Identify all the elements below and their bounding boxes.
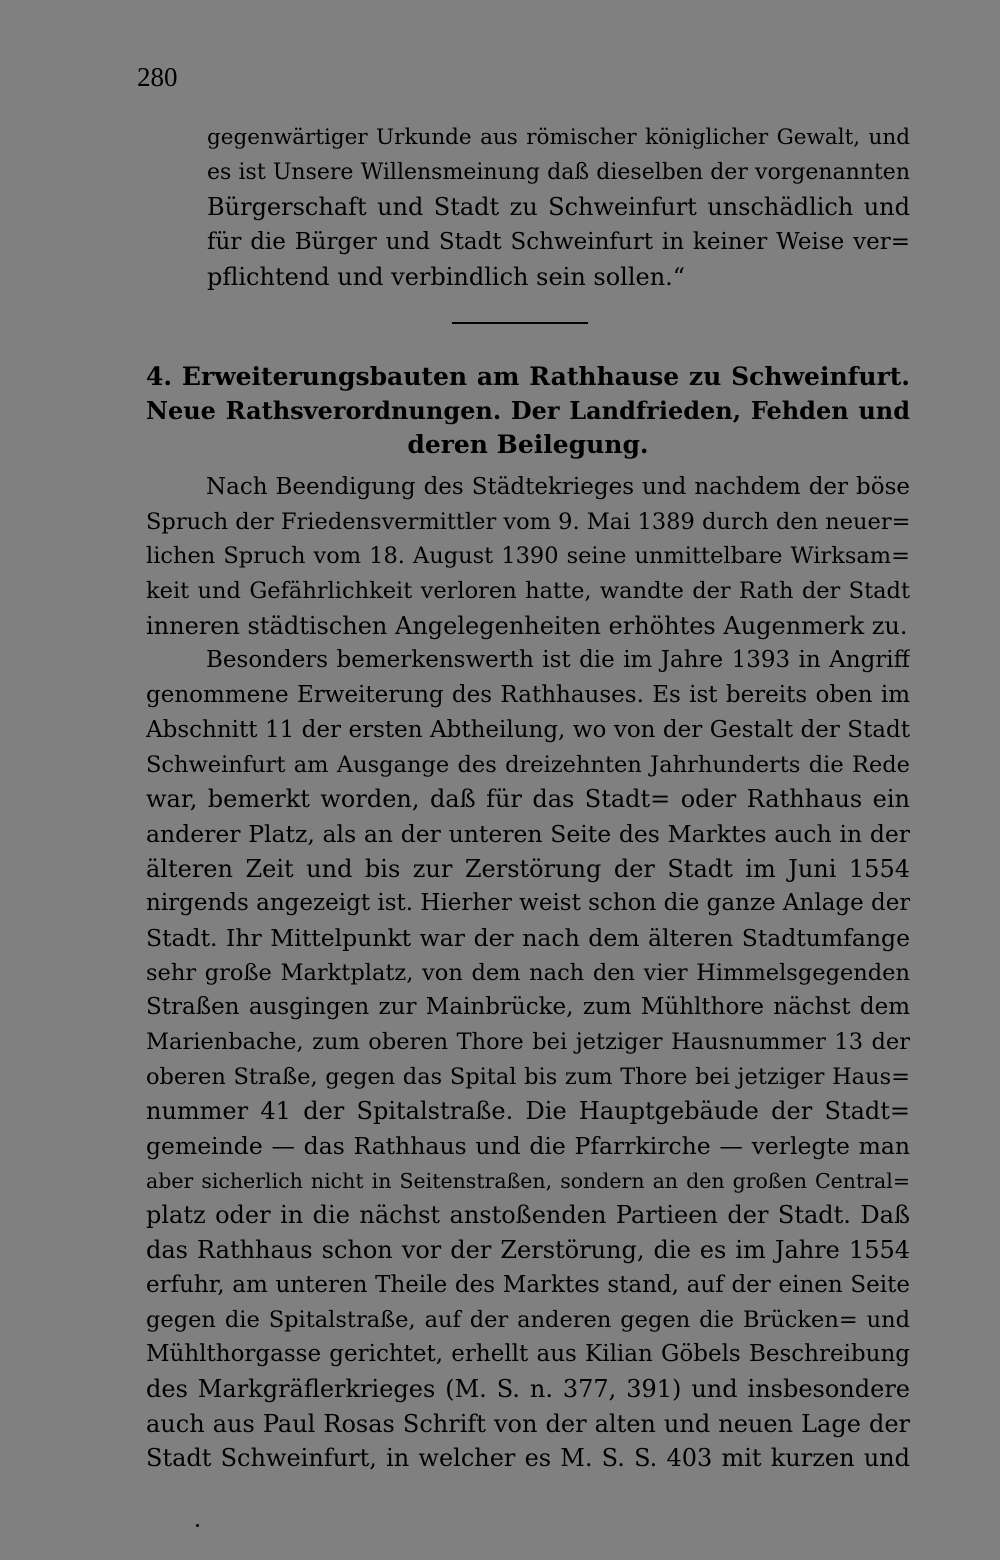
text-line: oberen Straße, gegen das Spital bis zum Thore bei jetziger Haus= [146, 1063, 910, 1090]
text-line: Mühlthorgasse gerichtet, erhellt aus Kilian Göbels Beschreibung [146, 1341, 910, 1368]
text-line: das Rathhaus schon vor der Zerstörung, die es im Jahre 1554 [146, 1236, 910, 1265]
heading-line: Neue Rathsverordnungen. Der Landfrieden, Fehden und [146, 396, 910, 425]
text-line: lichen Spruch vom 18. August 1390 seine unmittelbare Wirksam= [146, 543, 910, 570]
text-line: sehr große Marktplatz, von dem nach den vier Himmelsgegenden [146, 959, 910, 986]
section-heading [146, 360, 910, 462]
text-line: Straßen ausgingen zur Mainbrücke, zum Mühlthore nächst dem [146, 994, 910, 1021]
text-line: Marienbache, zum oberen Thore bei jetziger Hausnummer 13 der [146, 1029, 910, 1055]
quote-continuation [207, 120, 910, 295]
text-line: platz oder in die nächst anstoßenden Partieen der Stadt. Daß [146, 1201, 910, 1230]
text-line: auch aus Paul Rosas Schrift von der alten und neuen Lage der [146, 1409, 910, 1438]
text-line: für die Bürger und Stadt Schweinfurt in keiner Weise ver= [207, 229, 910, 255]
page-number: 280 [137, 62, 178, 92]
heading-line: 4. Erweiterungsbauten am Rathhause zu Schweinfurt. [146, 362, 910, 391]
text-line: keit und Gefährlichkeit verloren hatte, wandte der Rath der Stadt [146, 578, 910, 605]
text-line: nirgends angezeigt ist. Hierher weist schon die ganze Anlage der [146, 890, 910, 917]
text-line: gegen die Spitalstraße, auf der anderen gegen die Brücken= und [146, 1306, 910, 1333]
text-line: des Markgräflerkrieges (M. S. n. 377, 391) und insbesondere [146, 1374, 910, 1403]
text-line: Spruch der Friedensvermittler vom 9. Mai 1389 durch den neuer= [146, 508, 910, 535]
text-line: erfuhr, am unteren Theile des Marktes stand, auf der einen Seite [146, 1271, 910, 1298]
text-line: es ist Unsere Willensmeinung daß dieselben der vorgenannten [207, 160, 910, 185]
text-line: Abschnitt 11 der ersten Abtheilung, wo von der Gestalt der Stadt [146, 716, 910, 743]
print-speck [196, 1524, 199, 1527]
text-line: Stadt. Ihr Mittelpunkt war der nach dem älteren Stadtumfange [146, 923, 910, 952]
text-line: genommene Erweiterung des Rathhauses. Es ist bereits oben im [146, 682, 910, 709]
text-line: pflichtend und verbindlich sein sollen.“ [207, 263, 686, 291]
body-text [146, 470, 910, 1476]
text-line: nummer 41 der Spitalstraße. Die Hauptgebäude der Stadt= [146, 1097, 910, 1126]
text-line: war, bemerkt worden, daß für das Stadt= oder Rathhaus ein [146, 785, 910, 814]
text-line: inneren städtischen Angelegenheiten erhöhtes Augenmerk zu. [146, 611, 908, 640]
text-line: Schweinfurt am Ausgange des dreizehnten Jahrhunderts die Rede [146, 751, 910, 778]
section-divider [452, 322, 588, 324]
text-line: Bürgerschaft und Stadt zu Schweinfurt unschädlich und [207, 193, 910, 221]
text-line: anderer Platz, als an der unteren Seite des Marktes auch in der [146, 819, 910, 848]
heading-line: deren Beilegung. [407, 430, 649, 459]
text-line: Besonders bemerkenswerth ist die im Jahre 1393 in Angriff [206, 647, 910, 674]
text-line: gegenwärtiger Urkunde aus römischer königlicher Gewalt, und [207, 125, 910, 150]
text-line: aber sicherlich nicht in Seitenstraßen, sondern an den großen Central= [146, 1168, 910, 1193]
text-line: Nach Beendigung des Städtekrieges und nachdem der böse [206, 474, 910, 500]
text-line: gemeinde — das Rathhaus und die Pfarrkirche — verlegte man [146, 1132, 910, 1161]
text-line: älteren Zeit und bis zur Zerstörung der Stadt im Juni 1554 [146, 854, 910, 883]
text-line: Stadt Schweinfurt, in welcher es M. S. S. 403 mit kurzen und [146, 1444, 910, 1473]
